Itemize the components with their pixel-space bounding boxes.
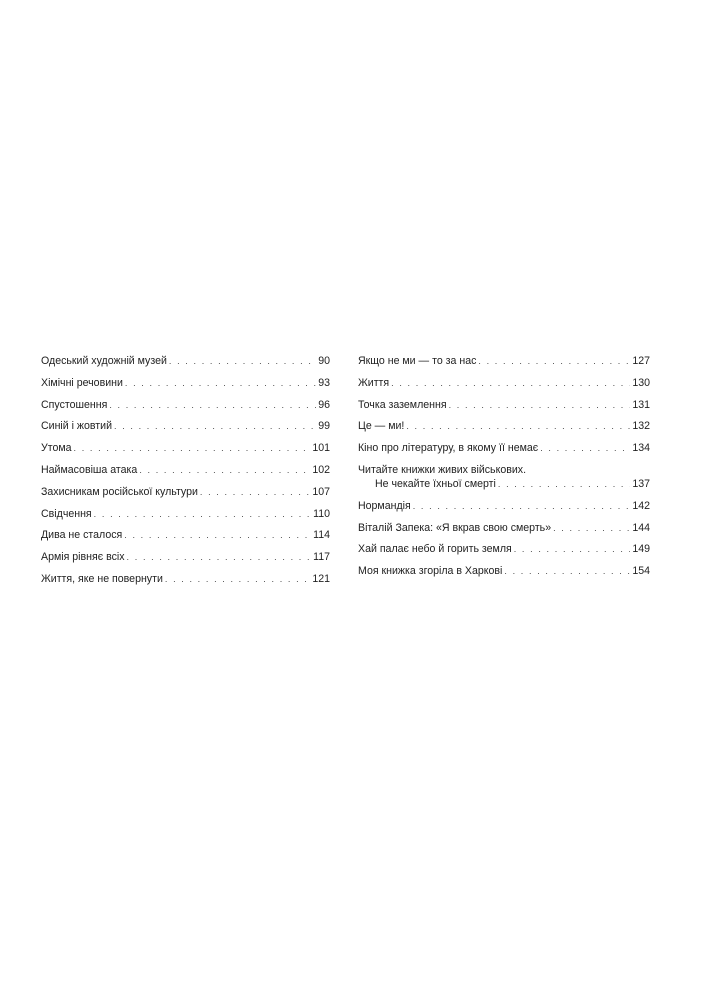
toc-entry[interactable] bbox=[41, 354, 330, 368]
toc-entry[interactable] bbox=[358, 564, 650, 578]
toc-entry[interactable] bbox=[41, 572, 330, 586]
toc-leader-dots bbox=[114, 419, 316, 433]
toc-leader-dots bbox=[514, 542, 631, 556]
toc-entry-title: Життя, яке не повернути bbox=[41, 572, 163, 585]
toc-entry-page: 107 bbox=[312, 485, 330, 498]
toc-entry[interactable] bbox=[358, 376, 650, 390]
toc-leader-dots bbox=[553, 521, 630, 535]
toc-entry-page: 134 bbox=[632, 442, 650, 455]
toc-entry-title: Якщо не ми — то за нас bbox=[358, 355, 477, 367]
toc-entry-title: Моя книжка згоріла в Харкові bbox=[358, 565, 503, 578]
toc-entry[interactable] bbox=[41, 550, 330, 564]
toc-entry-title: Хімічні речовини bbox=[41, 376, 123, 389]
toc-entry-title: Життя bbox=[358, 376, 390, 389]
toc-entry-title: Точка заземлення bbox=[358, 398, 447, 411]
toc-entry-page: 121 bbox=[312, 572, 330, 585]
toc-entry-title: Це — ми! bbox=[358, 420, 405, 433]
toc-entry-page: 131 bbox=[632, 398, 650, 411]
toc-leader-dots bbox=[109, 398, 316, 412]
toc-entry[interactable] bbox=[358, 499, 650, 513]
toc-entry-page: 127 bbox=[632, 355, 650, 367]
toc-leader-dots bbox=[94, 507, 311, 521]
toc-entry-title: Свідчення bbox=[41, 507, 92, 520]
toc-entry-title: Синій і жовтий bbox=[41, 420, 112, 433]
toc-column-right bbox=[358, 354, 650, 586]
toc-column-left bbox=[41, 354, 330, 594]
toc-entry-title-line1: Читайте книжки живих військових. bbox=[358, 463, 527, 476]
toc-leader-dots bbox=[540, 441, 630, 455]
toc-entry-title: Спустошення bbox=[41, 398, 108, 411]
toc-leader-dots bbox=[478, 354, 630, 368]
toc-entry-multiline[interactable] bbox=[358, 463, 650, 491]
toc-leader-dots bbox=[200, 485, 310, 499]
toc-entry-title: Хай палає небо й горить земля bbox=[358, 543, 512, 556]
toc-leader-dots bbox=[124, 528, 311, 542]
toc-entry[interactable] bbox=[358, 354, 650, 368]
toc-entry-title: Кіно про літературу, в якому її немає bbox=[358, 442, 539, 455]
toc-entry-title: Наймасовіша атака bbox=[41, 463, 138, 476]
toc-entry[interactable] bbox=[41, 463, 330, 477]
toc-entry-page: 114 bbox=[313, 529, 330, 542]
toc-entry-page: 149 bbox=[632, 543, 650, 556]
toc-entry[interactable] bbox=[41, 485, 330, 499]
toc-entry[interactable] bbox=[358, 441, 650, 455]
toc-entry[interactable] bbox=[41, 441, 330, 455]
toc-leader-dots bbox=[449, 398, 631, 412]
toc-leader-dots bbox=[504, 564, 630, 578]
toc-entry-page: 99 bbox=[318, 420, 330, 433]
toc-entry-title: Армія рівняє всіх bbox=[41, 551, 125, 564]
toc-leader-dots bbox=[406, 419, 630, 433]
toc-leader-dots bbox=[391, 376, 630, 390]
toc-entry[interactable] bbox=[358, 398, 650, 412]
toc-entry-page: 137 bbox=[632, 477, 650, 490]
toc-entry[interactable] bbox=[41, 398, 330, 412]
toc-entry-title-line2: Не чекайте їхньої смерті bbox=[375, 477, 496, 490]
toc-entry[interactable] bbox=[41, 528, 330, 542]
toc-entry-page: 142 bbox=[632, 499, 650, 512]
toc-entry-page: 154 bbox=[632, 565, 650, 578]
toc-entry-page: 130 bbox=[632, 376, 650, 389]
toc-entry-page: 96 bbox=[318, 398, 330, 411]
toc-entry-title: Нормандія bbox=[358, 499, 411, 512]
toc-entry-title: Захисникам російської культури bbox=[41, 485, 198, 498]
toc-leader-dots bbox=[165, 572, 310, 586]
toc-entry-page: 102 bbox=[312, 463, 330, 476]
toc-entry-title: Віталій Запека: «Я вкрав свою смерть» bbox=[358, 521, 552, 534]
toc-entry-title: Утома bbox=[41, 442, 72, 455]
toc-entry-page: 90 bbox=[318, 355, 330, 367]
toc-leader-dots bbox=[125, 376, 316, 390]
toc-entry-title: Одеський художній музей bbox=[41, 355, 167, 367]
toc-entry-page: 132 bbox=[632, 420, 650, 433]
toc-entry-page: 110 bbox=[313, 507, 330, 520]
toc-entry-page: 93 bbox=[318, 376, 330, 389]
toc-entry[interactable] bbox=[41, 419, 330, 433]
toc-entry-page: 144 bbox=[632, 521, 650, 534]
toc-entry[interactable] bbox=[41, 507, 330, 521]
toc-entry[interactable] bbox=[358, 419, 650, 433]
toc-leader-dots bbox=[169, 354, 316, 368]
toc-leader-dots bbox=[127, 550, 312, 564]
toc-entry-page: 117 bbox=[313, 551, 330, 564]
toc-entry[interactable] bbox=[41, 376, 330, 390]
toc-entry-continuation bbox=[358, 477, 650, 491]
toc-leader-dots bbox=[413, 499, 631, 513]
toc-leader-dots bbox=[498, 477, 630, 491]
toc-entry[interactable] bbox=[358, 521, 650, 535]
toc-entry[interactable] bbox=[358, 542, 650, 556]
toc-leader-dots bbox=[74, 441, 311, 455]
toc-leader-dots bbox=[139, 463, 310, 477]
toc-entry-page: 101 bbox=[312, 442, 330, 455]
toc-entry-title: Дива не сталося bbox=[41, 529, 123, 542]
